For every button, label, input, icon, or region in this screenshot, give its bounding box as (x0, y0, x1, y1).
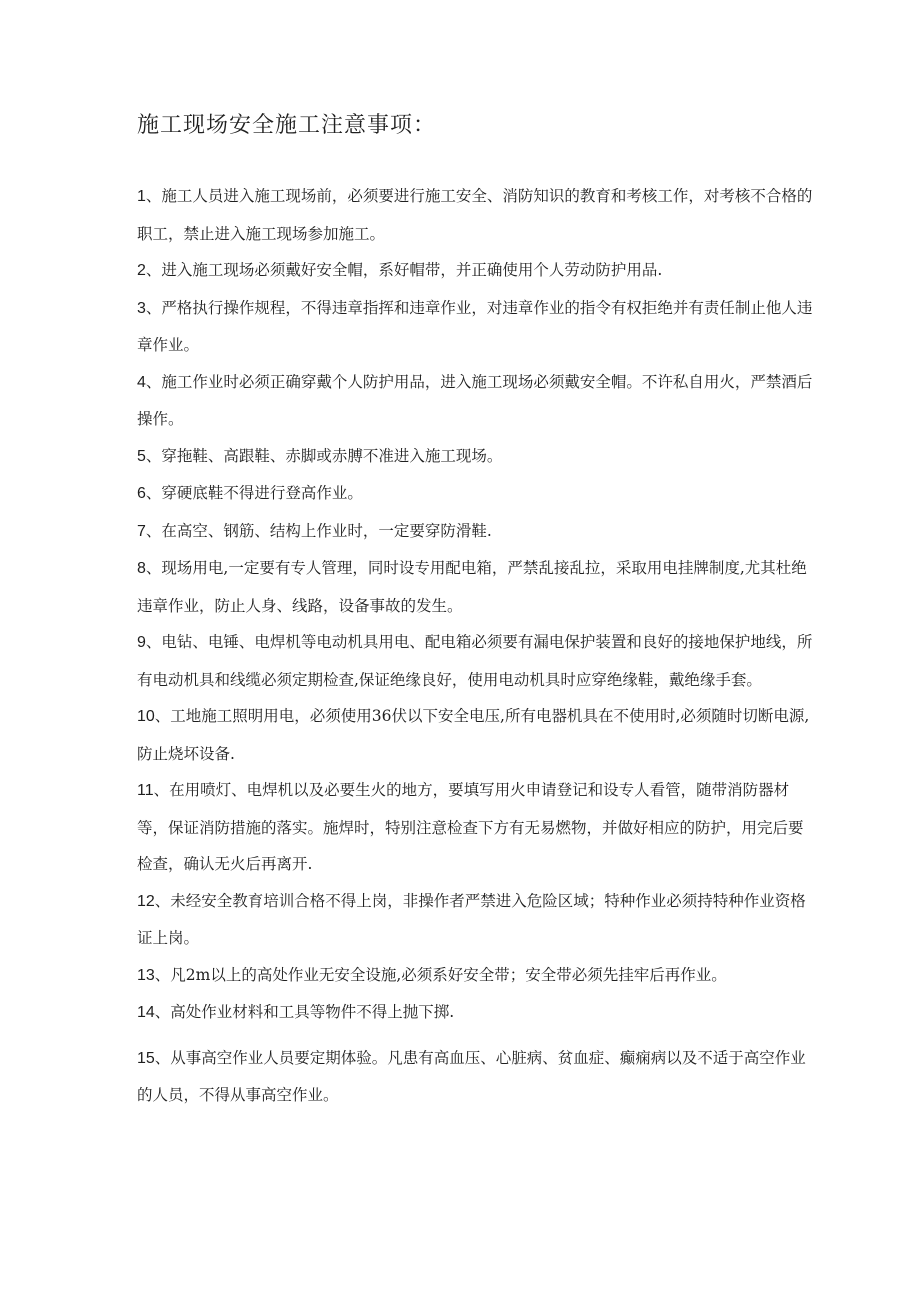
page-title: 施工现场安全施工注意事项： (137, 113, 437, 138)
item-number: 15 (137, 1049, 155, 1067)
list-item (137, 957, 813, 995)
item-text: 、现场用电,一定要有专人管理，同时设专用配电箱，严禁乱接乱拉，采取用电挂牌制度,尤其杜绝违章作业，防止人身、线路，设备事故的发生。 (137, 559, 807, 615)
list-item (137, 252, 813, 290)
item-number: 13 (137, 966, 155, 984)
item-text: 、施工人员进入施工现场前，必须要进行施工安全、消防知识的教育和考核工作，对考核不合格的职工，禁止进入施工现场参加施工。 (137, 187, 813, 243)
item-number: 2 (137, 262, 146, 279)
list-item (137, 994, 813, 1032)
item-number: 11 (137, 782, 154, 799)
item-number: 10 (137, 708, 155, 725)
safety-items-list (137, 178, 813, 1114)
item-text: 、未经安全教育培训合格不得上岗，非操作者严禁进入危险区域；特种作业必须持特种作业资格证上岗。 (137, 891, 806, 947)
list-item (137, 438, 813, 476)
list-item (137, 178, 813, 252)
list-item (137, 550, 813, 624)
list-item (137, 290, 813, 364)
list-item (137, 624, 813, 698)
item-text: 、严格执行操作规程，不得违章指挥和违章作业，对违章作业的指令有权拒绝并有责任制止他人违章作业。 (137, 298, 813, 354)
item-number: 9 (137, 634, 146, 651)
item-number: 12 (137, 892, 155, 910)
list-item (137, 364, 813, 438)
list-item (137, 698, 813, 772)
item-number: 3 (137, 299, 146, 317)
item-text: 、进入施工现场必须戴好安全帽，系好帽带，并正确使用个人劳动防护用品. (145, 261, 663, 279)
item-text: 、在高空、钢筋、结构上作业时，一定要穿防滑鞋. (145, 521, 492, 540)
item-number: 8 (137, 560, 146, 577)
item-text: 、电钻、电锤、电焊机等电动机具用电、配电箱必须要有漏电保护装置和良好的接地保护地线，所有电动机具和线缆必须定期检查,保证绝缘良好，使用电动机具时应穿绝缘鞋，戴绝缘手套。 (137, 633, 813, 689)
item-text: 、穿硬底鞋不得进行登高作业。 (145, 484, 363, 502)
item-text: 、施工作业时必须正确穿戴个人防护用品，进入施工现场必须戴安全帽。不许私自用火，严禁酒后操作。 (137, 372, 813, 428)
item-text: 、工地施工照明用电，必须使用36伏以下安全电压,所有电器机具在不使用时,必须随时切断电源,防止烧坏设备. (137, 707, 810, 763)
item-text: 、高处作业材料和工具等物件不得上抛下掷. (154, 1003, 455, 1021)
item-text: 、在用喷灯、电焊机以及必要生火的地方，要填写用火申请登记和设专人看管，随带消防器材等，保证消防措施的落实。施焊时，特别注意检查下方有无易燃物，并做好相应的防护，用完后要检查，确认无火后再离开. (137, 781, 804, 873)
item-text: 、穿拖鞋、高跟鞋、赤脚或赤膊不准进入施工现场。 (145, 446, 503, 465)
list-item (137, 513, 813, 551)
list-item (137, 883, 813, 957)
item-number: 7 (137, 522, 146, 540)
item-number: 14 (137, 1004, 155, 1021)
list-item (137, 1040, 813, 1114)
item-number: 6 (137, 485, 146, 502)
item-number: 4 (137, 373, 146, 391)
list-item (137, 772, 813, 883)
item-number: 1 (137, 188, 146, 205)
item-text: 、凡2m以上的高处作业无安全设施,必须系好安全带；安全带必须先挂牢后再作业。 (154, 965, 727, 984)
item-text: 、从事高空作业人员要定期体验。凡患有高血压、心脏病、贫血症、癫痫病以及不适于高空作业的人员，不得从事高空作业。 (137, 1048, 806, 1104)
item-number: 5 (137, 447, 146, 465)
list-item (137, 475, 813, 513)
